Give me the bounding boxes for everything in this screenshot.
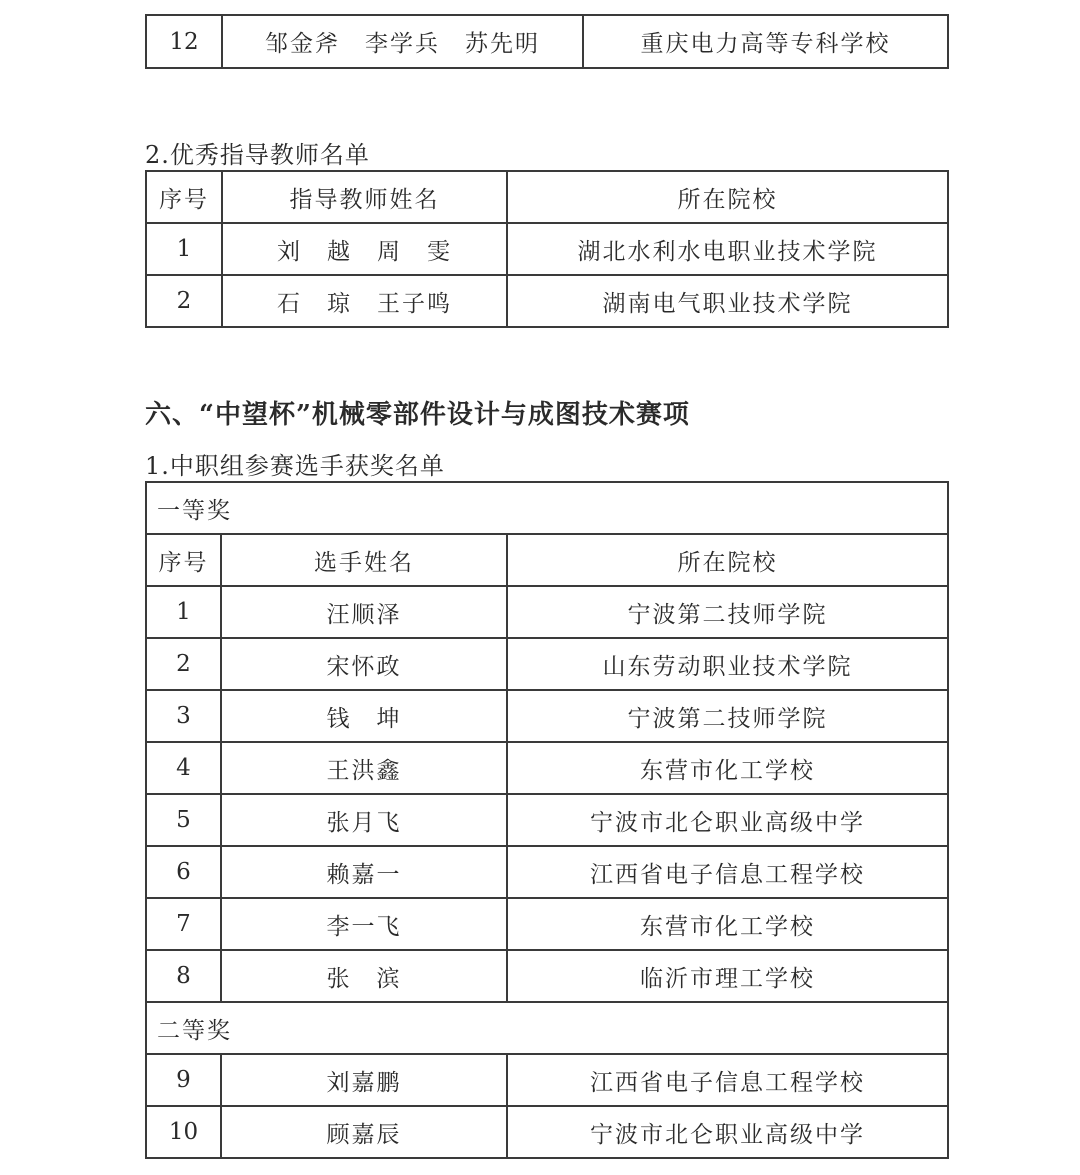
table-row — [146, 742, 948, 794]
row-number: 6 — [146, 846, 221, 898]
school-name: 临沂市理工学校 — [507, 950, 948, 1002]
prize-group-row — [146, 482, 948, 534]
contestant-name: 李一飞 — [221, 898, 507, 950]
row-number: 9 — [146, 1054, 221, 1106]
col-header-school: 所在院校 — [507, 171, 948, 223]
row-number: 4 — [146, 742, 221, 794]
table-row — [146, 15, 948, 68]
col-header-number: 序号 — [146, 534, 221, 586]
table-row — [146, 1106, 948, 1158]
school-name: 宁波第二技师学院 — [507, 586, 948, 638]
section-title: 六、“中望杯”机械零部件设计与成图技术赛项 — [145, 400, 690, 430]
section-subheading: 1.中职组参赛选手获奖名单 — [145, 452, 445, 480]
school-name: 东营市化工学校 — [507, 898, 948, 950]
col-header-school: 所在院校 — [507, 534, 948, 586]
table-row — [146, 586, 948, 638]
row-number: 7 — [146, 898, 221, 950]
contestant-name: 张月飞 — [221, 794, 507, 846]
contestant-name: 顾嘉辰 — [221, 1106, 507, 1158]
col-header-number: 序号 — [146, 171, 222, 223]
row-number: 12 — [146, 15, 222, 68]
row-number: 8 — [146, 950, 221, 1002]
table-row — [146, 275, 948, 327]
table-header-row — [146, 534, 948, 586]
school-name: 湖北水利水电职业技术学院 — [507, 223, 948, 275]
previous-award-table — [145, 14, 949, 69]
school-name: 东营市化工学校 — [507, 742, 948, 794]
contestant-name: 王洪鑫 — [221, 742, 507, 794]
contestant-name: 汪顺泽 — [221, 586, 507, 638]
table-row — [146, 898, 948, 950]
col-header-teacher: 指导教师姓名 — [222, 171, 507, 223]
row-number: 1 — [146, 586, 221, 638]
school-name: 江西省电子信息工程学校 — [507, 846, 948, 898]
contestant-name: 张 滨 — [221, 950, 507, 1002]
first-prize-label: 一等奖 — [146, 482, 948, 534]
contestant-name: 刘嘉鹏 — [221, 1054, 507, 1106]
col-header-contestant: 选手姓名 — [221, 534, 507, 586]
table-row — [146, 950, 948, 1002]
teachers-heading: 2.优秀指导教师名单 — [145, 141, 370, 169]
second-prize-label: 二等奖 — [146, 1002, 948, 1054]
school-name: 山东劳动职业技术学院 — [507, 638, 948, 690]
school-name: 宁波市北仑职业高级中学 — [507, 1106, 948, 1158]
table-row — [146, 1054, 948, 1106]
table-row — [146, 223, 948, 275]
prize-group-row — [146, 1002, 948, 1054]
school-name: 江西省电子信息工程学校 — [507, 1054, 948, 1106]
table-row — [146, 794, 948, 846]
row-number: 2 — [146, 275, 222, 327]
row-number: 1 — [146, 223, 222, 275]
school-name: 宁波市北仑职业高级中学 — [507, 794, 948, 846]
school-name: 宁波第二技师学院 — [507, 690, 948, 742]
row-number: 5 — [146, 794, 221, 846]
winner-names: 邹金斧 李学兵 苏先明 — [222, 15, 583, 68]
results-table — [145, 481, 949, 1159]
contestant-name: 钱 坤 — [221, 690, 507, 742]
table-row — [146, 846, 948, 898]
table-header-row — [146, 171, 948, 223]
row-number: 10 — [146, 1106, 221, 1158]
teacher-names: 刘 越 周 雯 — [222, 223, 507, 275]
contestant-name: 赖嘉一 — [221, 846, 507, 898]
school-name: 湖南电气职业技术学院 — [507, 275, 948, 327]
teacher-names: 石 琼 王子鸣 — [222, 275, 507, 327]
row-number: 2 — [146, 638, 221, 690]
row-number: 3 — [146, 690, 221, 742]
school-name: 重庆电力高等专科学校 — [583, 15, 948, 68]
table-row — [146, 690, 948, 742]
teachers-table — [145, 170, 949, 328]
table-row — [146, 638, 948, 690]
contestant-name: 宋怀政 — [221, 638, 507, 690]
